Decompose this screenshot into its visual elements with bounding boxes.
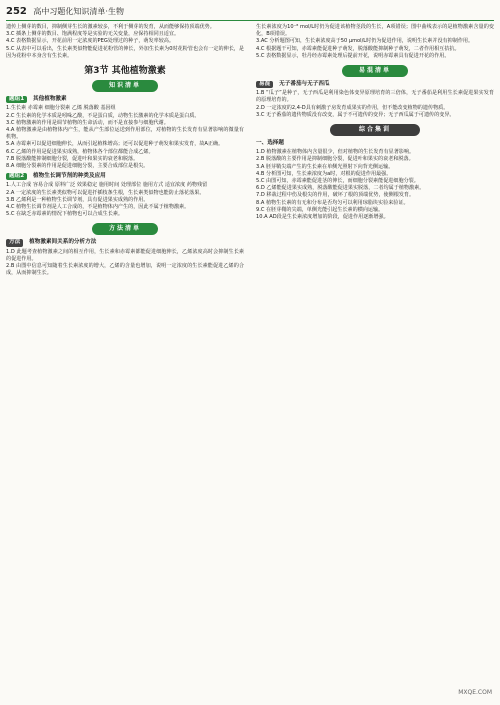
topic-tag: 题组2: [6, 173, 27, 180]
paragraph: 4.C 表格数据显示，开花前用一定浓度的PEG处理过的种子，萌发率较高。: [6, 38, 174, 45]
paragraph: 1.B “瓜子”是种子，无子西瓜是利用染色体变异原理培育的三倍体，无子番茄是利用生长素促进果实发育的原理培育的。: [256, 90, 494, 104]
page-number: 252: [6, 6, 27, 17]
topic-tag: 方法: [6, 239, 23, 246]
paragraph: 4.B 分析图可知，生长素浓度为a时，对根的促进作用最强。: [256, 170, 392, 177]
paragraph: 3.B 乙烯利是一种植物生长调节剂，具有促进果实成熟的作用。: [6, 196, 149, 203]
section-title: 第3节 其他植物激素: [84, 66, 166, 77]
paragraph: 7.B 脱落酸能抑制细胞分裂，促进叶和果实的衰老和脱落。: [6, 155, 139, 162]
exercise-subheading: 一、选择题: [256, 140, 284, 147]
topic-heading: [256, 81, 494, 88]
topic-heading: [6, 96, 244, 103]
topic-tag: 易混: [256, 81, 273, 88]
paragraph: 3.C 无子番茄的遗传物质没有改变，属于不可遗传的变异；无子西瓜属于可遗传的变异。: [256, 111, 455, 118]
paragraph: 3.A 胚芽鞘尖端产生的生长素在单侧光照射下向背光侧运输。: [256, 163, 394, 170]
paragraph: 2.A 一定浓度的生长素类似物可以促进扦插枝条生根，生长素类似物也能防止落花落果。: [6, 189, 205, 196]
page-header: [6, 4, 494, 21]
paragraph: 1.生长素 赤霉素 细胞分裂素 乙烯 脱落酸 基因组: [6, 105, 116, 112]
paragraph: 4.A 植物激素是由植物体内产生，能从产生部位运送到作用部位，对植物的生长发育有显著影响的微量有机物。: [6, 127, 244, 141]
paragraph: 4.C 植物生长调节剂是人工合成的，不是植物体内产生的，因此不属于植物激素。: [6, 204, 190, 211]
paragraph: 7.D 移栽过程中伤及根尖的作用，破坏了根的顶端优势，使侧根发育。: [256, 192, 415, 199]
left-column: [6, 24, 244, 277]
paragraph: 2.D 一定浓度的2,4-D具有刺激子房发育成果实的作用，但不能改变植物的遗传物质。: [256, 104, 449, 111]
paragraph: 6.D 乙烯能促进果实成熟，脱落酸能促进果实脱落，二者均属于植物激素。: [256, 185, 425, 192]
method-banner: 方法清单: [92, 223, 158, 235]
watermark: MXQE.COM: [458, 689, 492, 696]
paragraph: 生长素浓度为10⁻⁸ mol/L时仍为促进该植物茎段的生长，A项错误；图中曲线表示的是植物激素含量的变化，B项错误。: [256, 24, 494, 38]
paragraph: 4.C 根据题干可知，赤霉素能促进种子萌发，脱落酸能抑制种子萌发，二者作用相互拮抗。: [256, 45, 460, 52]
paragraph: 1.D 此题考查植物激素之间的相互作用，生长素和赤霉素都能促进细胞伸长，乙烯浓度高时会抑制生长素的促进作用。: [6, 248, 244, 262]
paragraph: 3.C 插条上侧芽的数目、饱满程度等是实验的无关变量，应保持相同且适宜。: [6, 31, 180, 38]
paragraph: 8.A 细胞分裂素的作用是促进细胞分裂，主要合成部位是根尖。: [6, 163, 149, 170]
paragraph: 3.AC 分析题图可知，生长素浓度高于50 μmol/L时仍为促进作用，说明生长素并没有抑制作用。: [256, 38, 474, 45]
paragraph: 5.C 在缺乏赤霉素的情况下植物也可以合成生长素。: [6, 211, 124, 218]
exercise-banner: 综合集训: [330, 124, 420, 136]
paragraph: 5.C 从表中可以看出，生长素类似物能促进花粉管的伸长，外加生长素为0时花粉管也会有一定的伸长，是因为花粉中本身含有生长素。: [6, 45, 244, 59]
topic-heading: [6, 173, 244, 180]
paragraph: 9.C 在胚芽鞘的尖端，单侧光能引起生长素的横向运输。: [256, 206, 384, 213]
topic-tag: 题组1: [6, 96, 27, 103]
paragraph: 5.C 由图可知，赤霉素能促进茎的伸长，而细胞分裂素能促进细胞分裂。: [256, 178, 419, 185]
paragraph: 2.B 脱落酸的主要作用是抑制细胞分裂，促进叶和果实的衰老和脱落。: [256, 156, 414, 163]
right-column: [256, 24, 494, 221]
paragraph: 2.C 生长素的化学本质是吲哚乙酸，不是蛋白质，动物生长激素的化学本质是蛋白质。: [6, 112, 200, 119]
confusion-banner: 易混清单: [342, 65, 408, 77]
paragraph: 6.C 乙烯的作用是促进果实成熟，植物体各个部位都能合成乙烯。: [6, 148, 154, 155]
paragraph: 5.C 表格数据显示，牡丹经赤霉素处理后提前开花，说明赤霉素具有促进开花的作用。: [256, 52, 450, 59]
paragraph: 2.B 由图中信息可知随着生长素浓度的增大，乙烯的含量也增加，说明一定浓度的生长素能促进乙烯的合成，从而抑制生长。: [6, 263, 244, 277]
book-title: 高中习题化知识清单·生物: [33, 7, 124, 16]
paragraph: 3.C 植物激素的作用是调节植物的生命活动，而不是直接参与细胞代谢。: [6, 119, 169, 126]
topic-title: 无子番茄与无子西瓜: [279, 81, 330, 88]
paragraph: 遗传上侧芽的数目，抑制侧芽生长的激素较多，不利于侧芽的发育，从而能够保持顶端优势。: [6, 24, 215, 30]
topic-title: 植物激素间关系的分析方法: [29, 239, 97, 246]
paragraph: 1.人工合成 容易合成 原料广泛 效果稳定 施用时间 处理部位 施用方式 适宜浓度 药物残留: [6, 182, 208, 189]
paragraph: 1.D 植物激素在植物体内含量很少，但对植物的生长发育有显著影响。: [256, 149, 415, 156]
topic-heading: [6, 239, 244, 246]
paragraph: 8.A 植物生长素的有无和分布是否均匀可以利用琼脂块实验来验证。: [256, 199, 409, 206]
topic-title: 其他植物激素: [33, 96, 67, 103]
topic-title: 植物生长调节剂的种类及应用: [33, 173, 106, 180]
paragraph: 5.A 赤霉素可以促进细胞伸长，从而引起植株增高；还可以促进种子萌发和果实发育，故A正确。: [6, 141, 224, 148]
knowledge-banner: 知识清单: [92, 80, 158, 92]
paragraph: 10.A AD段是生长素浓度增加的阶段，促进作用逐渐增强。: [256, 214, 389, 221]
